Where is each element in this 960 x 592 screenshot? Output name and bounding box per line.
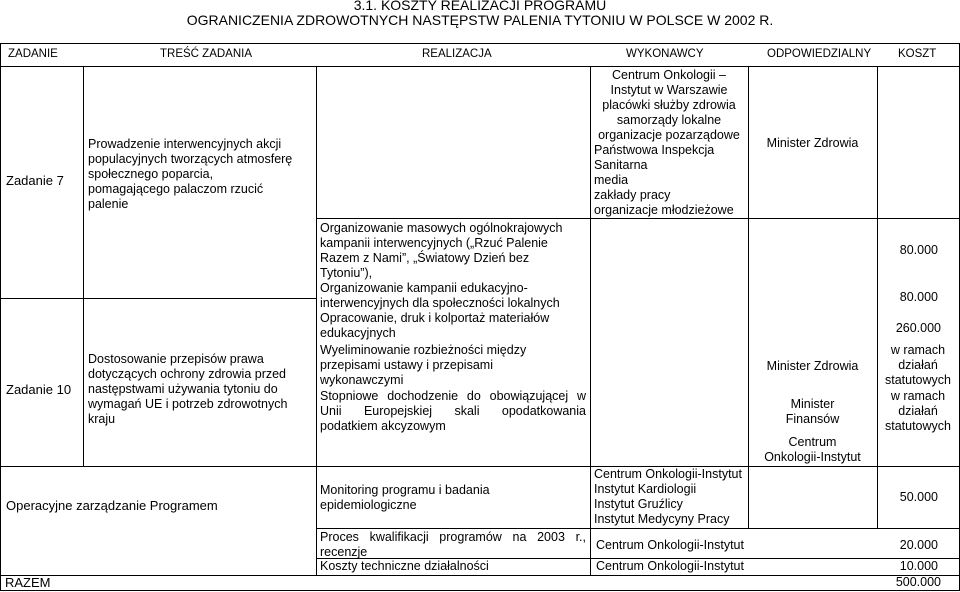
- executor-line: placówki służby zdrowia: [602, 98, 736, 112]
- executor-line: Państwowa Inspekcja: [594, 143, 715, 157]
- grid-line: [0, 66, 960, 67]
- executor-line: Instytut Kardiologii: [594, 482, 697, 496]
- cost-value: 80.000: [899, 243, 938, 257]
- cost-value: działań: [898, 358, 938, 372]
- grid-line: [0, 43, 1, 591]
- realization-line: Wyeliminowanie rozbieżności między: [320, 343, 527, 357]
- grid-line: [316, 528, 960, 529]
- executor-line: zakłady pracy: [594, 188, 671, 202]
- task-content-line: kraju: [88, 412, 116, 426]
- executor-line: Centrum Onkologii-Instytut: [596, 559, 744, 573]
- task-content-line: palenie: [88, 197, 129, 211]
- task-content-line: pomagającego palaczom rzucić: [88, 182, 264, 196]
- cost-value: 80.000: [899, 290, 938, 304]
- cost-value: statutowych: [884, 419, 951, 433]
- realization-line: Organizowanie masowych ogólnokrajowych: [320, 221, 563, 235]
- cost-value: statutowych: [884, 373, 951, 387]
- task-content-line: populacyjnych tworzących atmosferę: [88, 152, 293, 166]
- realization-line: przepisami ustawy i przepisami: [320, 358, 493, 372]
- cost-value: działań: [898, 404, 938, 418]
- cost-value: 20.000: [899, 538, 938, 552]
- task-content-line: następstwami używania tytoniu do: [88, 382, 278, 396]
- column-header-task: ZADANIE: [8, 48, 58, 60]
- task-content-line: społecznego poparcia,: [88, 167, 214, 181]
- realization-line: wykonawczymi: [320, 373, 404, 387]
- task-label: Zadanie 10: [6, 382, 72, 397]
- realization-line: Monitoring programu i badania: [320, 483, 490, 497]
- realization-line: Koszty techniczne działalności: [320, 559, 489, 573]
- cost-value: 50.000: [899, 490, 938, 504]
- responsible: Centrum: [788, 435, 837, 449]
- realization-line: edukacyjnych: [320, 326, 396, 340]
- cost-value: w ramach: [890, 343, 946, 357]
- cost-value: w ramach: [890, 389, 946, 403]
- task-content-line: dotyczących ochrony zdrowia przed: [88, 367, 287, 381]
- grid-line: [0, 298, 316, 299]
- realization-line: Proces kwalifikacji programów na 2003 r.,: [320, 530, 586, 544]
- executor-line: Sanitarna: [594, 158, 648, 172]
- executor-line: Centrum Onkologii-Instytut: [596, 538, 744, 552]
- executor-line: organizacje młodzieżowe: [594, 203, 734, 217]
- grid-line: [83, 66, 84, 466]
- responsible: Minister Zdrowia: [766, 359, 859, 373]
- realization-line: Razem z Nami”, „Światowy Dzień bez: [320, 251, 530, 265]
- realization-line: Tytoniu”),: [320, 266, 373, 280]
- executor-line: Instytut Gruźlicy: [594, 497, 683, 511]
- grid-line: [316, 218, 960, 219]
- responsible: Minister Zdrowia: [766, 136, 859, 150]
- cost-value: 260.000: [895, 321, 941, 335]
- document-title-line2: OGRANICZENIA ZDROWOTNYCH NASTĘPSTW PALENIA TYTONIU W POLSCE W 2002 R.: [186, 12, 774, 28]
- executor-line: samorządy lokalne: [616, 113, 722, 127]
- column-header-responsible: ODPOWIEDZIALNY: [767, 48, 872, 60]
- realization-line: kampanii interwencyjnych („Rzuć Palenie: [320, 236, 548, 250]
- task-content-line: wymagań UE i potrzeb zdrowotnych: [88, 397, 288, 411]
- realization-line: Organizowanie kampanii edukacyjno-: [320, 281, 528, 295]
- grid-line: [0, 575, 960, 576]
- column-header-cost: KOSZT: [898, 48, 937, 60]
- total-label: RAZEM: [5, 575, 51, 590]
- executor-line: Instytut Medycyny Pracy: [594, 512, 730, 526]
- executor-line: Instytut w Warszawie: [610, 83, 728, 97]
- responsible: Finansów: [785, 412, 840, 426]
- task-content-line: Prowadzenie interwencyjnych akcji: [88, 137, 282, 151]
- task-label: Zadanie 7: [6, 173, 64, 188]
- document-title-line1: 3.1. KOSZTY REALIZACJI PROGRAMU: [353, 0, 607, 13]
- realization-line: recenzje: [320, 545, 368, 559]
- realization-line: Opracowanie, druk i kolportaż materiałów: [320, 311, 550, 325]
- realization-line: Stopniowe dochodzenie do obowiązującej w: [320, 389, 586, 403]
- cost-value: 10.000: [899, 559, 938, 573]
- responsible: Minister: [790, 397, 835, 411]
- total-cost: 500.000: [895, 575, 941, 589]
- grid-line: [0, 590, 960, 591]
- realization-line: podatkiem akcyzowym: [320, 419, 446, 433]
- realization-line: epidemiologiczne: [320, 498, 417, 512]
- responsible: Onkologii-Instytut: [764, 450, 861, 464]
- executor-line: Centrum Onkologii –: [612, 68, 726, 82]
- executor-line: Centrum Onkologii-Instytut: [594, 467, 742, 481]
- task-content-line: Dostosowanie przepisów prawa: [88, 352, 264, 366]
- column-header-realization: REALIZACJA: [422, 48, 492, 60]
- executor-line: organizacje pozarządowe: [598, 128, 740, 142]
- executor-line: media: [594, 173, 629, 187]
- grid-line: [0, 43, 960, 44]
- realization-line: interwencyjnych dla społeczności lokalnych: [320, 296, 560, 310]
- column-header-content: TREŚĆ ZADANIA: [160, 48, 253, 60]
- management-label: Operacyjne zarządzanie Programem: [6, 498, 218, 513]
- realization-line: Unii Europejskiej skali opodatkowania: [320, 404, 586, 418]
- grid-line: [0, 466, 316, 467]
- column-header-executors: WYKONAWCY: [626, 48, 704, 60]
- grid-line: [316, 66, 317, 575]
